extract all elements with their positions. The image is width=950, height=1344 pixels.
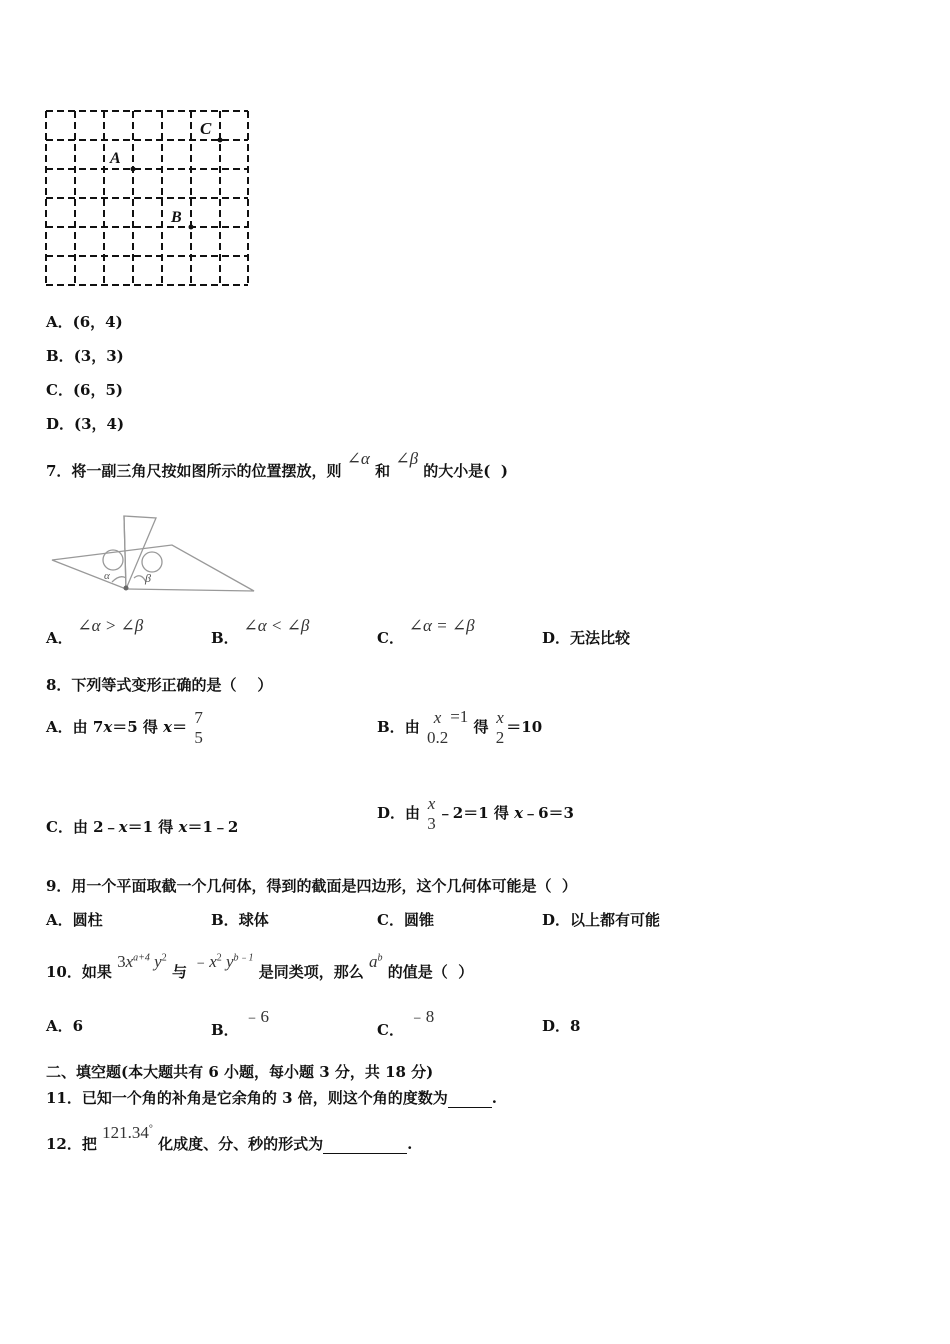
q10-stem-prefix: 10．如果 [46, 963, 112, 981]
degree-symbol: ° [148, 1123, 153, 1135]
q7-stem [46, 449, 508, 481]
q6-option-d[interactable] [46, 413, 124, 434]
section-title: 二、填空题(本大题共有 6 小题，每小题 3 分，共 18 分) [46, 1063, 434, 1081]
option-text: (3，4) [74, 415, 125, 433]
option-text: 由 [405, 804, 421, 822]
fraction-denominator: 2 [495, 728, 505, 747]
fraction [425, 794, 438, 834]
q6-option-a[interactable] [46, 311, 123, 332]
fraction-numerator: x [427, 794, 436, 813]
q9-option-d[interactable] [542, 909, 660, 930]
option-letter: C． [377, 911, 404, 929]
term-three [369, 952, 383, 971]
option-text: (3，3) [73, 347, 124, 365]
fraction [494, 708, 507, 748]
q7-option-d[interactable] [542, 627, 630, 648]
option-math: ∠α > ∠β [77, 616, 144, 635]
option-text: ＝ [172, 718, 188, 736]
point-a [131, 167, 136, 172]
angle-beta: ∠β [395, 449, 419, 468]
option-letter: D． [377, 804, 406, 822]
option-letter: B． [211, 629, 239, 647]
option-letter: A． [46, 1017, 73, 1035]
triangle-ruler-figure [48, 512, 260, 597]
q7-option-b[interactable] [211, 615, 310, 647]
q9-stem: 9．用一个平面取截一个几何体，得到的截面是四边形，这个几何体可能是（ ） [46, 877, 577, 895]
option-letter: C． [46, 818, 73, 836]
option-letter: C． [377, 1021, 404, 1039]
q10-option-b[interactable] [211, 1002, 269, 1039]
q10-option-c[interactable] [377, 1002, 435, 1039]
q10-stem-mid: 是同类项，那么 [258, 963, 364, 981]
option-letter: D． [46, 415, 75, 433]
q12-stem [46, 1123, 413, 1154]
q8-stem: 8．下列等式变形正确的是（ ） [46, 676, 273, 694]
var-y: y [225, 952, 234, 971]
label-a: A [110, 150, 121, 167]
fraction-numerator: x [496, 708, 504, 727]
option-letter: D． [542, 1017, 571, 1035]
degree-value [102, 1123, 153, 1142]
q12-suffix: 化成度、分、秒的形式为 [158, 1135, 324, 1153]
q8-option-d[interactable] [377, 794, 574, 834]
fraction [425, 708, 450, 748]
option-letter: D． [542, 911, 571, 929]
option-letter: A． [46, 313, 73, 331]
option-text: ﹣6＝3 [523, 804, 574, 822]
q9-option-a[interactable] [46, 909, 103, 930]
q7-stem-and: 和 [375, 462, 391, 480]
option-letter: C． [46, 381, 73, 399]
option-text: 由 [404, 718, 420, 736]
option-text: 无法比较 [570, 629, 631, 647]
angle-alpha: ∠α [346, 449, 370, 468]
label-c: C [200, 119, 212, 138]
option-text: 以上都有可能 [570, 911, 661, 929]
figure-label-beta: β [145, 571, 151, 585]
grid-figure [40, 105, 256, 295]
var-x: x [178, 818, 188, 836]
option-letter: B． [211, 911, 239, 929]
option-text: 圆柱 [72, 911, 103, 929]
coef: ﹣ [192, 952, 210, 971]
q7-stem-prefix: 7．将一副三角尺按如图所示的位置摆放，则 [46, 462, 342, 480]
label-b: B [171, 209, 182, 226]
option-math: ﹣8 [408, 1007, 435, 1026]
option-letter: C． [377, 629, 404, 647]
answer-blank[interactable] [323, 1135, 407, 1154]
q9-option-b[interactable] [211, 909, 269, 930]
q8-option-a[interactable] [46, 708, 205, 748]
q10-option-d[interactable] [542, 1015, 580, 1036]
figure-label-alpha: α [104, 570, 110, 582]
point-b [189, 225, 194, 230]
fraction [192, 708, 205, 748]
var-x: x [118, 818, 128, 836]
fraction-numerator: x [433, 708, 442, 727]
exp: a+4 [133, 952, 150, 964]
var-y: y [154, 952, 162, 971]
q11-stem [46, 1087, 497, 1108]
degree-number: 121.34 [102, 1123, 149, 1142]
exp: 2 [161, 952, 167, 964]
fraction-denominator: 0.2 [426, 728, 449, 747]
base: a [369, 952, 378, 971]
q7-option-c[interactable] [377, 615, 475, 647]
q6-option-c[interactable] [46, 379, 123, 400]
option-text: 圆锥 [403, 911, 434, 929]
option-text: 得 [473, 718, 489, 736]
q8-option-b[interactable] [377, 708, 542, 748]
fraction-numerator: 7 [194, 708, 203, 727]
coef: 3 [117, 952, 126, 971]
q7-option-a[interactable] [46, 615, 144, 647]
option-text: ﹣2＝1 得 [437, 804, 509, 822]
option-text: (6，4) [72, 313, 123, 331]
option-math: ﹣6 [243, 1007, 269, 1026]
option-letter: A． [46, 718, 73, 736]
option-text: 由 2﹣ [72, 818, 119, 836]
exp: b [377, 952, 383, 964]
option-letter: D． [542, 629, 571, 647]
point-c [218, 138, 223, 143]
option-math: ∠α < ∠β [243, 616, 310, 635]
q10-stem-with: 与 [171, 963, 187, 981]
option-text: ＝10 [506, 718, 543, 736]
option-text: 6 [72, 1017, 84, 1035]
fraction-denominator: 5 [194, 728, 203, 747]
option-text: 球体 [238, 911, 269, 929]
q11-stem-text: 11．已知一个角的补角是它余角的 3 倍，则这个角的度数为 [46, 1089, 448, 1107]
q6-option-b[interactable] [46, 345, 124, 366]
term-one [117, 952, 167, 971]
q9-option-c[interactable] [377, 909, 434, 930]
q10-stem [46, 952, 474, 982]
option-letter: A． [46, 911, 73, 929]
option-text: 8 [570, 1017, 581, 1035]
option-letter: A． [46, 629, 73, 647]
option-letter: B． [46, 347, 74, 365]
q10-stem-suffix: 的值是（ ） [387, 963, 474, 981]
option-text: (6，5) [72, 381, 124, 399]
q12-prefix: 12．把 [46, 1135, 97, 1153]
option-text: ＝5 得 [112, 718, 158, 736]
equals-one: =1 [450, 707, 469, 726]
option-text: ＝1 得 [127, 818, 174, 836]
option-text: ＝1﹣2 [187, 818, 239, 836]
option-letter: B． [211, 1021, 239, 1039]
q10-option-a[interactable] [46, 1015, 83, 1036]
var-x: x [209, 952, 217, 971]
exp: b﹣1 [233, 952, 254, 964]
fraction-denominator: 3 [427, 814, 436, 833]
q11-end: . [491, 1089, 497, 1107]
option-text: 由 7 [72, 718, 104, 736]
q8-option-c[interactable] [46, 816, 238, 837]
var-x: x [103, 718, 113, 736]
exp: 2 [216, 952, 222, 964]
var-x: x [125, 952, 134, 971]
q7-stem-suffix: 的大小是( ) [423, 462, 508, 480]
answer-blank[interactable] [448, 1089, 492, 1108]
var-x: x [514, 804, 524, 822]
var-x: x [163, 718, 173, 736]
option-letter: B． [377, 718, 405, 736]
term-two [192, 952, 253, 971]
option-math: ∠α = ∠β [408, 616, 475, 635]
q12-end: . [407, 1135, 413, 1153]
